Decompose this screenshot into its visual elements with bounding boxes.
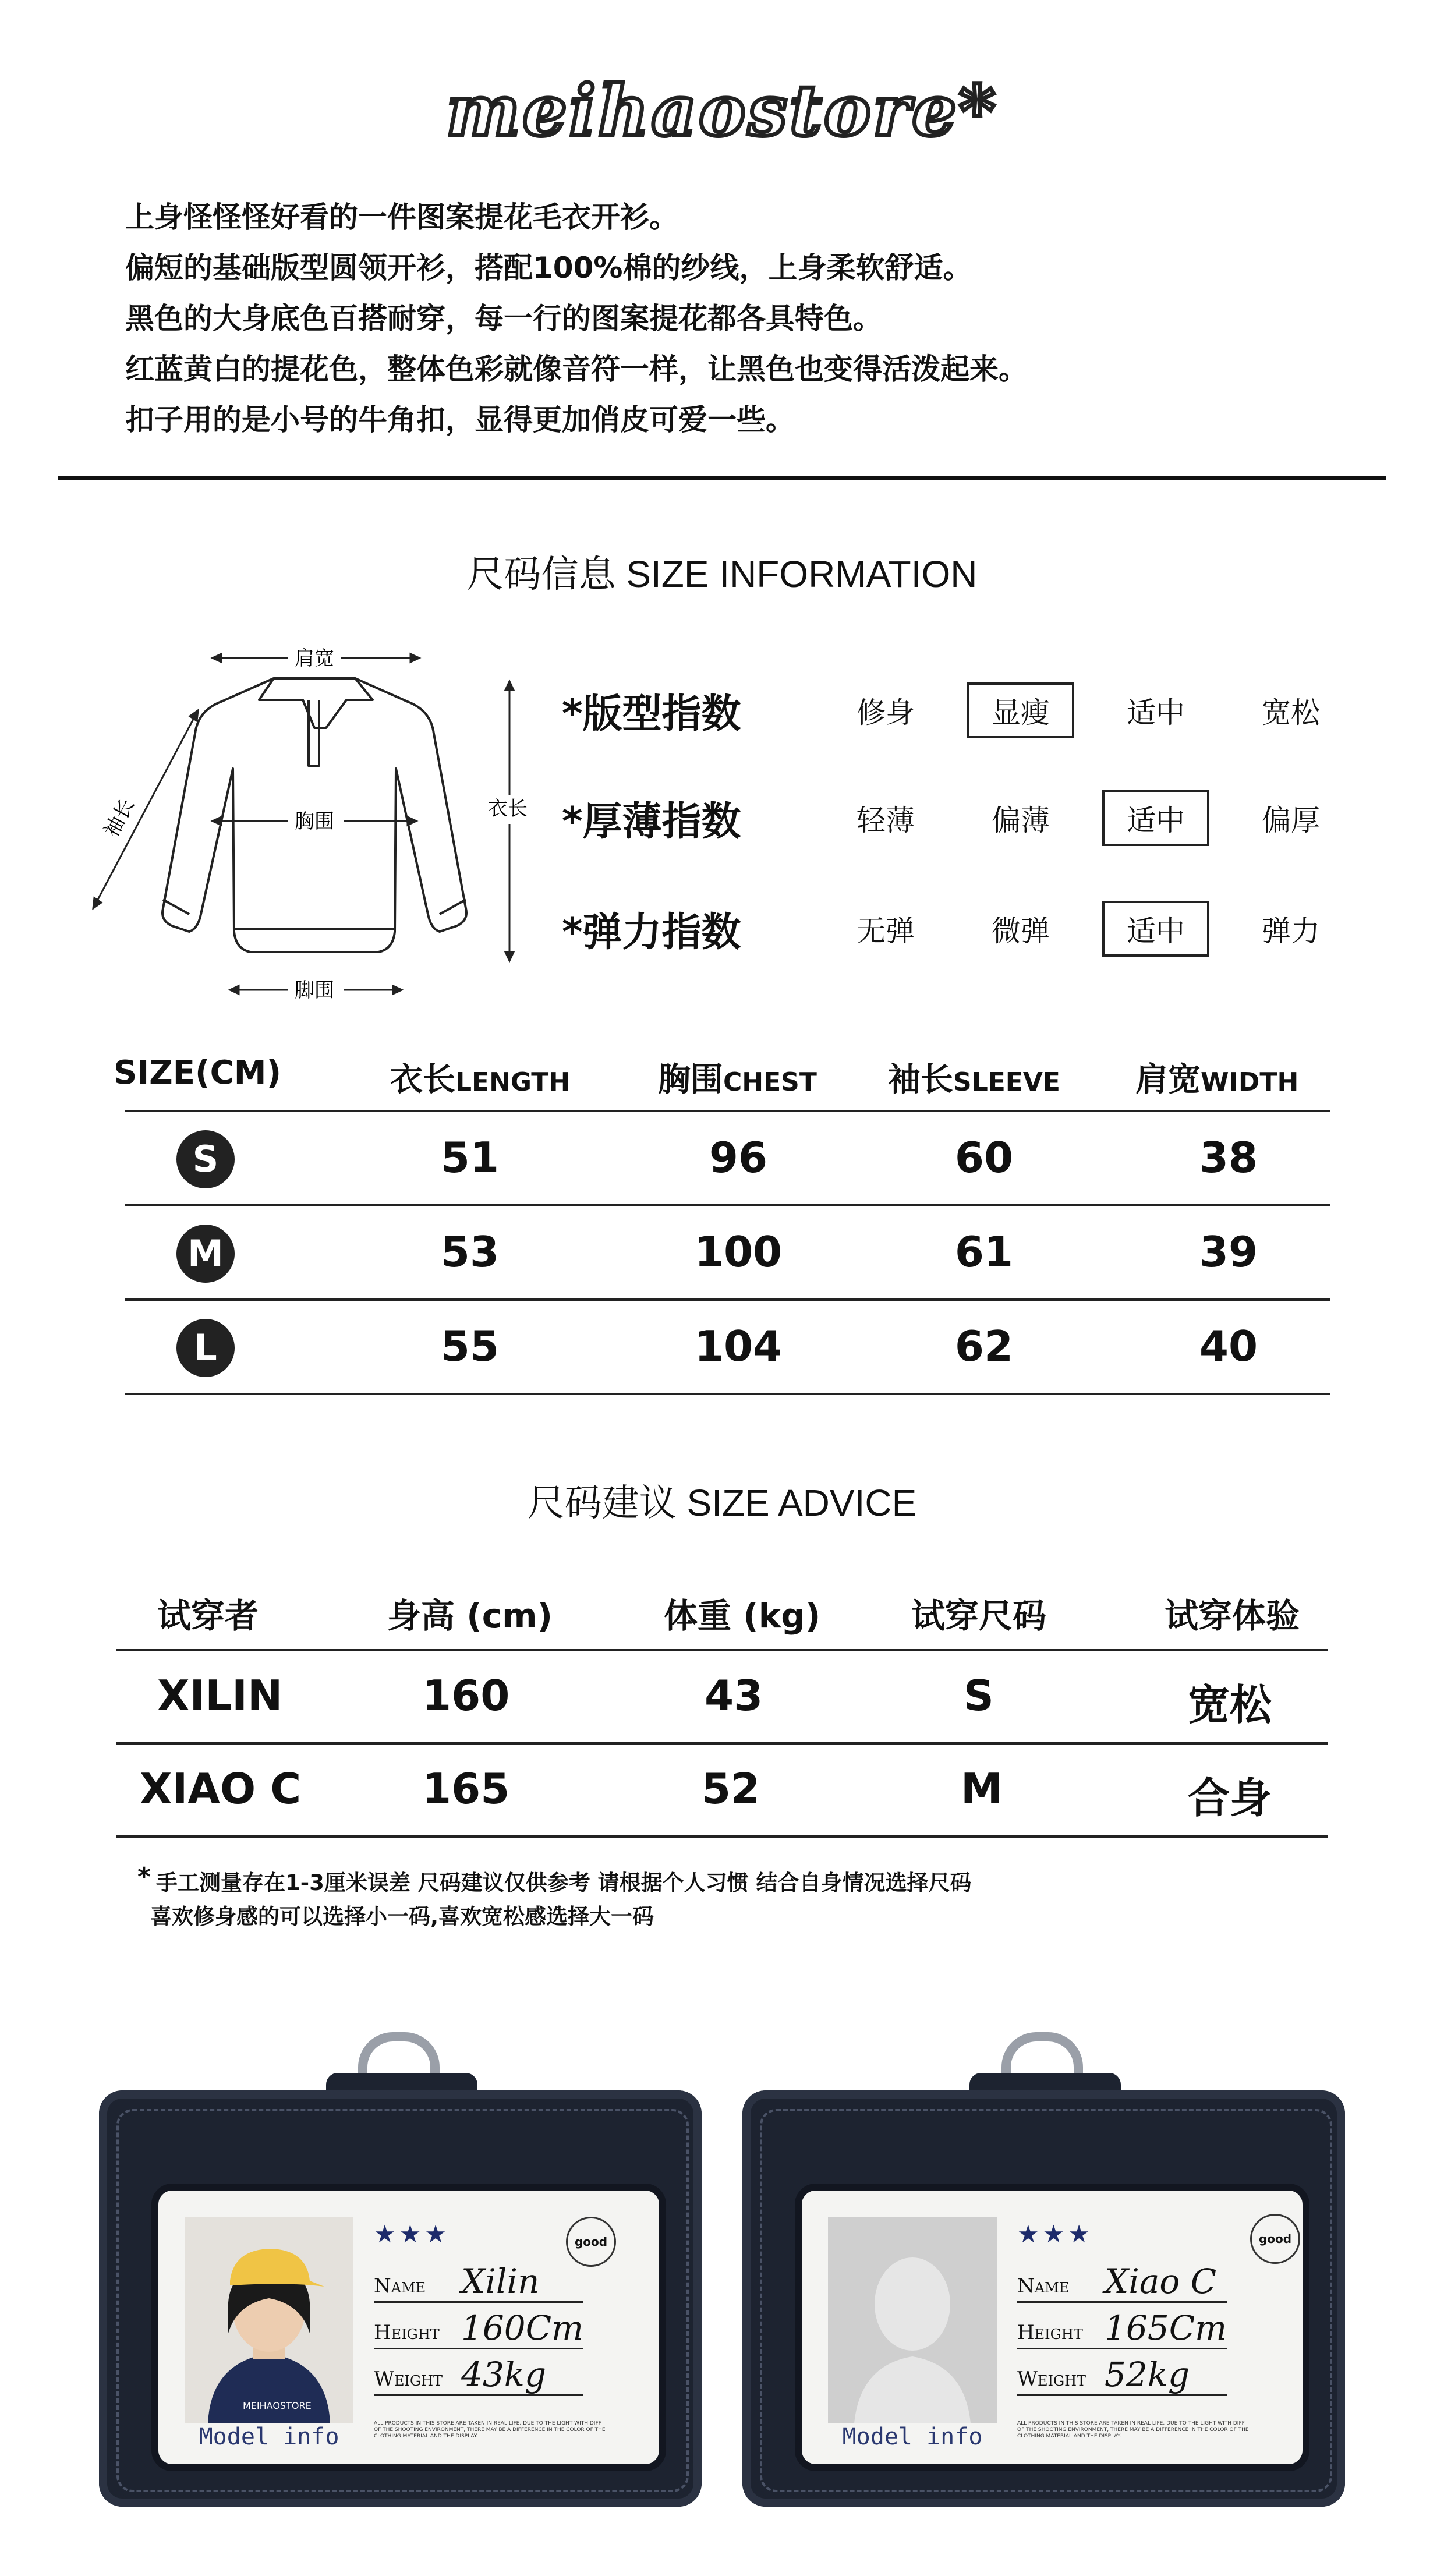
cell-length: 51 (440, 1133, 500, 1182)
header-length: 衣长LENGTH (390, 1061, 571, 1099)
name-field: Name Xilin (374, 2260, 583, 2303)
fine-print: ALL PRODUCTS IN THIS STORE ARE TAKEN IN REAL LIFE. DUE TO THE LIGHT WITH DIFF OF THE SHOOTING ENVIRONMENT, THERE MAY BE A DIFFERENCE IN THE COLOR OF THE CLOTHING MATERIAL AND THE DISPLAY. (1017, 2421, 1249, 2439)
cell-weight: 43 (705, 1671, 763, 1720)
cell-chest: 100 (694, 1227, 783, 1276)
product-description (125, 192, 1028, 445)
svg-text:MEIHAOSTORE: MEIHAOSTORE (243, 2400, 312, 2411)
height-field: Height 165Cm (1017, 2307, 1227, 2349)
cell-height: 160 (422, 1671, 510, 1720)
description-line: 偏短的基础版型圆领开衫，搭配100%棉的纱线，上身柔软舒适。 (125, 251, 972, 285)
cell-height: 165 (422, 1764, 510, 1813)
cell-tester: XILIN (157, 1671, 283, 1720)
name-field: Name Xiao C (1017, 2260, 1227, 2303)
height-field: Height 160Cm (374, 2307, 583, 2349)
cell-sleeve: 61 (954, 1227, 1014, 1276)
size-info-title: 尺码信息 SIZE INFORMATION (466, 553, 978, 595)
cell-chest: 96 (709, 1133, 768, 1182)
cell-length: 53 (440, 1227, 500, 1276)
cell-length: 55 (440, 1322, 500, 1371)
rating-stars: ★★★ (1017, 2220, 1093, 2248)
model-name: Xilin (461, 2262, 540, 2301)
size-note (137, 1862, 972, 1934)
header-chest: 胸围CHEST (658, 1061, 817, 1099)
elasticity-index-row (562, 900, 1358, 958)
cell-chest: 104 (694, 1322, 783, 1371)
brand-logo: meihaostore* (446, 70, 998, 152)
diagram-label-chest: 胸围 (295, 810, 334, 833)
model-card-xilin (99, 2032, 702, 2507)
model-photo (185, 2217, 353, 2423)
cell-width: 38 (1199, 1133, 1258, 1182)
diagram-label-shoulder: 肩宽 (295, 647, 334, 670)
weight-field: Weight 43kg (374, 2354, 583, 2396)
fit-option: 适中 (1127, 696, 1185, 730)
table-bottom-rule (116, 1835, 1328, 1838)
cell-weight: 52 (702, 1764, 760, 1813)
size-badge: M (176, 1225, 235, 1283)
size-badge: S (176, 1130, 235, 1188)
header-weight: 体重 (kg) (664, 1596, 821, 1636)
diagram-label-hem: 脚围 (295, 979, 334, 1002)
header-height: 身高 (cm) (387, 1596, 553, 1636)
fine-print: ALL PRODUCTS IN THIS STORE ARE TAKEN IN REAL LIFE. DUE TO THE LIGHT WITH DIFF OF THE SHOOTING ENVIRONMENT, THERE MAY BE A DIFFERENCE IN THE COLOR OF THE CLOTHING MATERIAL AND THE DISPLAY. (374, 2421, 606, 2439)
header-tester: 试穿者 (157, 1596, 259, 1636)
model-info-caption: Model info (842, 2423, 983, 2450)
elasticity-option: 弹力 (1262, 914, 1320, 948)
thickness-option: 偏厚 (1262, 804, 1320, 837)
header-sleeve: 袖长SLEEVE (888, 1061, 1060, 1099)
description-line: 上身怪怪怪好看的一件图案提花毛衣开衫。 (125, 200, 678, 234)
fit-option: 宽松 (1262, 696, 1320, 730)
card-window (795, 2184, 1309, 2471)
cell-size: S (964, 1671, 994, 1720)
cell-width: 40 (1199, 1322, 1258, 1371)
fit-index-label: *版型指数 (562, 691, 741, 737)
model-weight: 52kg (1105, 2355, 1190, 2394)
size-advice-title: 尺码建议 SIZE ADVICE (527, 1482, 917, 1524)
table-row (116, 1649, 1328, 1742)
cell-tester: XIAO C (140, 1764, 302, 1813)
model-height: 165Cm (1105, 2308, 1227, 2348)
cell-fit: 宽松 (1188, 1680, 1272, 1729)
fit-option: 修身 (857, 696, 915, 730)
table-row (125, 1298, 1330, 1393)
elasticity-option: 微弹 (992, 914, 1050, 948)
rating-stars: ★★★ (374, 2220, 450, 2248)
section-divider (58, 476, 1386, 480)
fit-index-row (562, 681, 1358, 739)
table-row (116, 1742, 1328, 1835)
fit-option-selected: 显瘦 (967, 682, 1074, 738)
size-table-header (114, 1048, 1330, 1101)
cell-sleeve: 62 (954, 1322, 1014, 1371)
card-window (151, 2184, 666, 2471)
model-height: 160Cm (461, 2308, 584, 2348)
table-row (125, 1204, 1330, 1298)
header-fit-experience: 试穿体验 (1165, 1596, 1300, 1636)
table-bottom-rule (125, 1393, 1330, 1395)
note-asterisk: * (137, 1862, 151, 1892)
good-badge-icon: good (1250, 2214, 1300, 2264)
weight-field: Weight 52kg (1017, 2354, 1227, 2396)
model-info-caption: Model info (199, 2423, 339, 2450)
header-size: SIZE(CM) (114, 1054, 282, 1092)
model-card-xiao-c (742, 2032, 1345, 2507)
model-weight: 43kg (461, 2355, 547, 2394)
diagram-label-length: 衣长 (488, 797, 528, 820)
thickness-option: 轻薄 (857, 804, 915, 837)
thickness-index-row (562, 789, 1358, 847)
header-tried-size: 试穿尺码 (911, 1596, 1047, 1636)
thickness-option-selected: 适中 (1102, 790, 1209, 846)
elasticity-option: 无弹 (857, 914, 915, 948)
thickness-index-label: *厚薄指数 (562, 798, 741, 845)
table-row (125, 1110, 1330, 1204)
thickness-option: 偏薄 (992, 804, 1050, 837)
garment-measurement-diagram (76, 635, 542, 1013)
note-line: 喜欢修身感的可以选择小一码,喜欢宽松感选择大一码 (150, 1904, 654, 1929)
cell-sleeve: 60 (954, 1133, 1014, 1182)
size-badge: L (176, 1319, 235, 1377)
model-name: Xiao C (1105, 2262, 1217, 2301)
cell-width: 39 (1199, 1227, 1258, 1276)
cell-fit: 合身 (1188, 1774, 1272, 1823)
description-line: 红蓝黄白的提花色，整体色彩就像音符一样，让黑色也变得活泼起来。 (125, 352, 1028, 386)
header-width: 肩宽WIDTH (1135, 1061, 1299, 1099)
elasticity-index-label: *弹力指数 (562, 909, 741, 956)
elasticity-option-selected: 适中 (1102, 901, 1209, 957)
model-photo-placeholder (828, 2217, 997, 2423)
description-line: 扣子用的是小号的牛角扣，显得更加俏皮可爱一些。 (125, 403, 795, 437)
note-line: 手工测量存在1-3厘米误差 尺码建议仅供参考 请根据个人习惯 结合自身情况选择尺码 (156, 1870, 972, 1895)
diagram-label-sleeve: 袖长 (100, 795, 139, 841)
cell-size: M (961, 1764, 1003, 1813)
description-line: 黑色的大身底色百搭耐穿，每一行的图案提花都各具特色。 (125, 302, 882, 335)
good-badge-icon: good (566, 2217, 616, 2267)
